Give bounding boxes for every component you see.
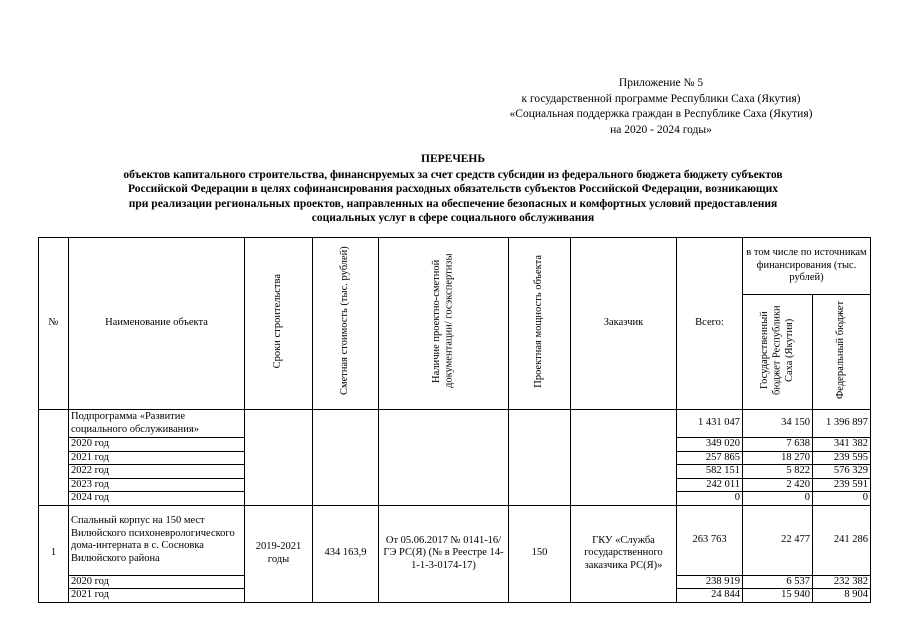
title-line: при реализации региональных проектов, направленных на обеспечение безопасных и комфортных условий предоставления: [128, 197, 778, 210]
federal-cell: 241 286: [813, 505, 871, 575]
total-cell: 1 431 047: [677, 410, 743, 438]
state-cell: 5 822: [743, 465, 813, 479]
state-cell: 2 420: [743, 478, 813, 492]
state-cell: 6 537: [743, 575, 813, 589]
header-period-label: Сроки строительства: [272, 274, 284, 369]
period-cell: 2019-2021 годы: [245, 505, 313, 602]
appendix-line: к государственной программе Республики Саха (Якутия): [521, 92, 801, 105]
appendix-line: Приложение № 5: [618, 77, 704, 89]
federal-cell: 0: [813, 492, 871, 506]
customer-cell: [571, 410, 677, 506]
federal-cell: 239 595: [813, 451, 871, 465]
federal-cell: 1 396 897: [813, 410, 871, 438]
table-row: [39, 410, 871, 438]
header-capacity-label: Проектная мощность объекта: [533, 254, 545, 388]
header-sources: в том числе по источникам финансирования (тыс. рублей): [743, 238, 871, 295]
total-cell: 263 763: [677, 505, 743, 575]
capacity-cell: 150: [509, 505, 571, 602]
state-cell: 7 638: [743, 438, 813, 452]
header-num: №: [39, 238, 69, 410]
year-cell: 2021 год: [69, 589, 245, 603]
year-cell: 2020 год: [69, 438, 245, 452]
header-total: Всего:: [677, 238, 743, 410]
docs-cell: [379, 410, 509, 506]
objects-table: [38, 237, 871, 603]
header-period: [245, 238, 313, 410]
state-cell: 18 270: [743, 451, 813, 465]
federal-cell: 239 591: [813, 478, 871, 492]
federal-cell: 341 382: [813, 438, 871, 452]
appendix-line: «Социальная поддержка граждан в Республике Саха (Якутия): [509, 108, 813, 120]
federal-cell: 576 329: [813, 465, 871, 479]
year-cell: 2021 год: [69, 451, 245, 465]
header-cost-label: Сметная стоимость (тыс. рублей): [339, 246, 351, 396]
subprogram-name: Подпрограмма «Развитие социального обслуживания»: [69, 410, 245, 438]
total-cell: 257 865: [677, 451, 743, 465]
header-state-budget-label: Государственный бюджет Республики Саха (Якутия): [758, 304, 795, 395]
num-cell: [39, 410, 69, 506]
total-cell: 238 919: [677, 575, 743, 589]
state-cell: 0: [743, 492, 813, 506]
title-heading: ПЕРЕЧЕНЬ: [421, 153, 485, 165]
year-cell: 2020 год: [69, 575, 245, 589]
title-line: Российской Федерации в целях софинансирования расходных обязательств субъектов Российской Федерации, возникающих: [127, 183, 779, 195]
federal-cell: 8 904: [813, 589, 871, 603]
state-cell: 15 940: [743, 589, 813, 603]
title-line: объектов капитального строительства, финансируемых за счет средств субсидии из федерального бюджета бюджету субъектов: [123, 168, 783, 181]
customer-cell: ГКУ «Служба государственного заказчика РС(Я)»: [571, 505, 677, 602]
header-docs: [379, 238, 509, 410]
header-capacity: [509, 238, 571, 410]
header-cost: [313, 238, 379, 410]
appendix-line: на 2020 - 2024 годы»: [610, 123, 712, 136]
state-cell: 34 150: [743, 410, 813, 438]
capacity-cell: [509, 410, 571, 506]
year-cell: 2022 год: [69, 465, 245, 479]
total-cell: 0: [677, 492, 743, 506]
federal-cell: 232 382: [813, 575, 871, 589]
year-cell: 2023 год: [69, 478, 245, 492]
header-state-budget: [743, 295, 813, 410]
total-cell: 24 844: [677, 589, 743, 603]
header-federal-budget-label: Федеральный бюджет: [835, 300, 847, 399]
header-docs-label: Наличие проектно-сметной документации/ госэкспертизы: [431, 254, 455, 389]
table-row: [39, 505, 871, 575]
header-name: Наименование объекта: [69, 238, 245, 410]
period-cell: [245, 410, 313, 506]
year-cell: 2024 год: [69, 492, 245, 506]
cost-cell: 434 163,9: [313, 505, 379, 602]
object-name: Спальный корпус на 150 мест Вилюйского психоневрологического дома-интерната в с. Сосновка Вилюйского района: [69, 505, 245, 575]
header-federal-budget: [813, 295, 871, 410]
title-line: социальных услуг в сфере социального обслуживания: [311, 212, 595, 224]
total-cell: 349 020: [677, 438, 743, 452]
docs-cell: От 05.06.2017 № 0141-16/ГЭ РС(Я) (№ в Реестре 14-1-1-3-0174-17): [379, 505, 509, 602]
header-customer: Заказчик: [571, 238, 677, 410]
document-title: [60, 152, 846, 226]
appendix-header: [430, 76, 892, 138]
num-cell: 1: [39, 505, 69, 602]
cost-cell: [313, 410, 379, 506]
total-cell: 242 011: [677, 478, 743, 492]
state-cell: 22 477: [743, 505, 813, 575]
total-cell: 582 151: [677, 465, 743, 479]
